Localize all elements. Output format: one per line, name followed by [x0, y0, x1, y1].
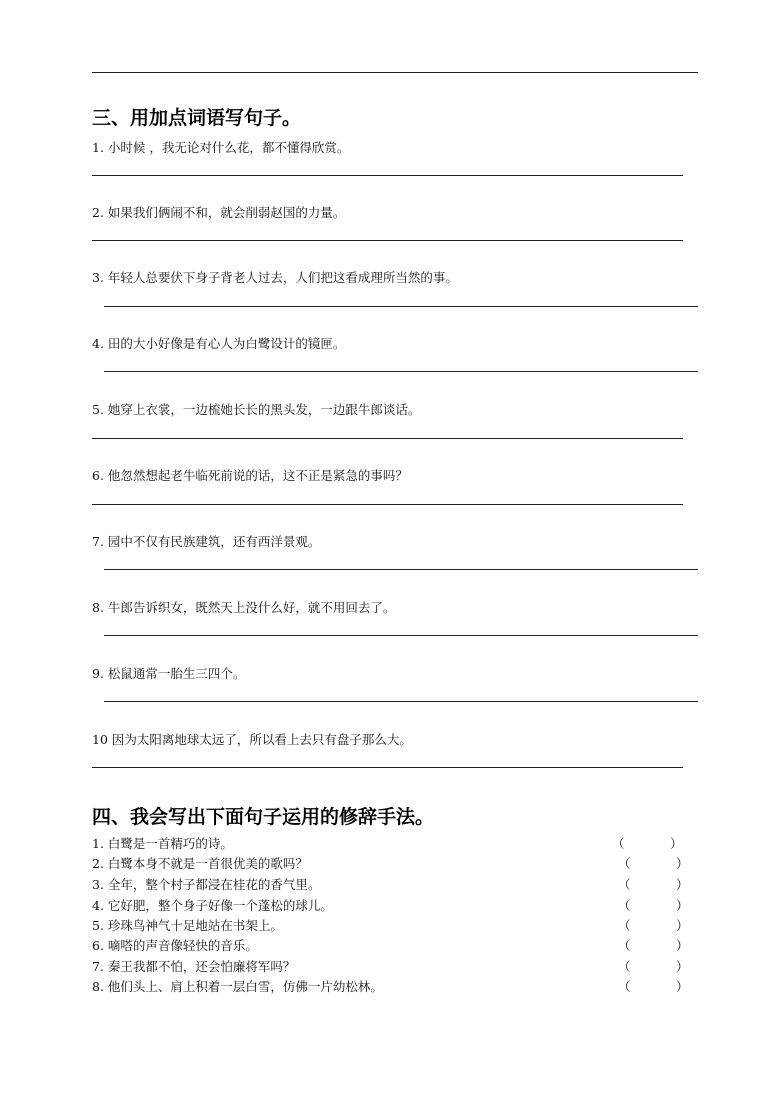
question-6: 6. 他忽然想起老牛临死前说的话，这不正是紧急的事吗？: [92, 468, 408, 483]
question-7: 7. 园中不仅有民族建筑，还有西洋景观。: [92, 534, 321, 549]
answer-paren-close-1[interactable]: ）: [670, 836, 683, 851]
answer-paren-open-8[interactable]: （: [618, 979, 631, 994]
answer-paren-open-2[interactable]: （: [618, 856, 631, 871]
answer-paren-open-1[interactable]: （: [612, 836, 625, 851]
rhetoric-item-7: 7. 秦王我都不怕，还会怕廉将军吗？: [92, 959, 296, 974]
answer-line-9[interactable]: [104, 701, 698, 702]
question-9: 9. 松鼠通常一胎生三四个。: [92, 666, 246, 681]
top-answer-line: [92, 72, 698, 73]
question-5: 5. 她穿上衣裳，一边梳她长长的黑头发，一边跟牛郎谈话。: [92, 402, 421, 417]
rhetoric-item-4: 4. 它好肥，整个身子好像一个蓬松的球儿。: [92, 898, 333, 913]
rhetoric-item-1: 1. 白鹭是一首精巧的诗。: [92, 836, 233, 851]
answer-paren-close-4[interactable]: ）: [676, 898, 689, 913]
answer-paren-close-5[interactable]: ）: [676, 918, 689, 933]
answer-line-10[interactable]: [92, 767, 683, 768]
section-3-title: 三、用加点词语写句子。: [92, 107, 302, 129]
rhetoric-item-2: 2. 白鹭本身不就是一首很优美的歌吗？: [92, 856, 308, 871]
answer-paren-open-6[interactable]: （: [618, 938, 631, 953]
answer-line-2[interactable]: [92, 240, 683, 241]
answer-line-4[interactable]: [104, 371, 698, 372]
answer-paren-close-2[interactable]: ）: [676, 856, 689, 871]
answer-paren-open-5[interactable]: （: [618, 918, 631, 933]
rhetoric-item-8: 8. 他们头上、肩上积着一层白雪，仿佛一片幼松林。: [92, 979, 383, 994]
question-1: 1. 小时候 ，我无论对什么花，都不懂得欣赏。: [92, 140, 350, 155]
answer-paren-close-8[interactable]: ）: [676, 979, 689, 994]
rhetoric-item-5: 5. 珍珠鸟神气十足地站在书架上。: [92, 918, 283, 933]
rhetoric-item-3: 3. 全年，整个村子都浸在桂花的香气里。: [92, 877, 321, 892]
question-3: 3. 年轻人总要伏下身子背老人过去，人们把这看成理所当然的事。: [92, 270, 458, 285]
answer-paren-open-7[interactable]: （: [618, 959, 631, 974]
question-8: 8. 牛郎告诉织女，既然天上没什么好，就不用回去了。: [92, 600, 396, 615]
answer-line-7[interactable]: [104, 569, 698, 570]
answer-line-1[interactable]: [92, 175, 683, 176]
section-4-title: 四、我会写出下面句子运用的修辞手法。: [92, 806, 435, 828]
answer-paren-open-3[interactable]: （: [618, 877, 631, 892]
answer-paren-close-6[interactable]: ）: [676, 938, 689, 953]
question-2: 2. 如果我们俩闹不和，就会削弱赵国的力量。: [92, 205, 346, 220]
answer-line-5[interactable]: [92, 438, 683, 439]
answer-paren-close-3[interactable]: ）: [676, 877, 689, 892]
answer-line-6[interactable]: [92, 504, 683, 505]
answer-paren-open-4[interactable]: （: [618, 898, 631, 913]
answer-paren-close-7[interactable]: ）: [676, 959, 689, 974]
answer-line-8[interactable]: [104, 635, 698, 636]
rhetoric-item-6: 6. 嘀嗒的声音像轻快的音乐。: [92, 938, 258, 953]
question-4: 4. 田的大小好像是有心人为白鹭设计的镜匣。: [92, 336, 346, 351]
question-10: 10 因为太阳离地球太远了，所以看上去只有盘子那么大。: [92, 732, 412, 747]
answer-line-3[interactable]: [104, 306, 698, 307]
